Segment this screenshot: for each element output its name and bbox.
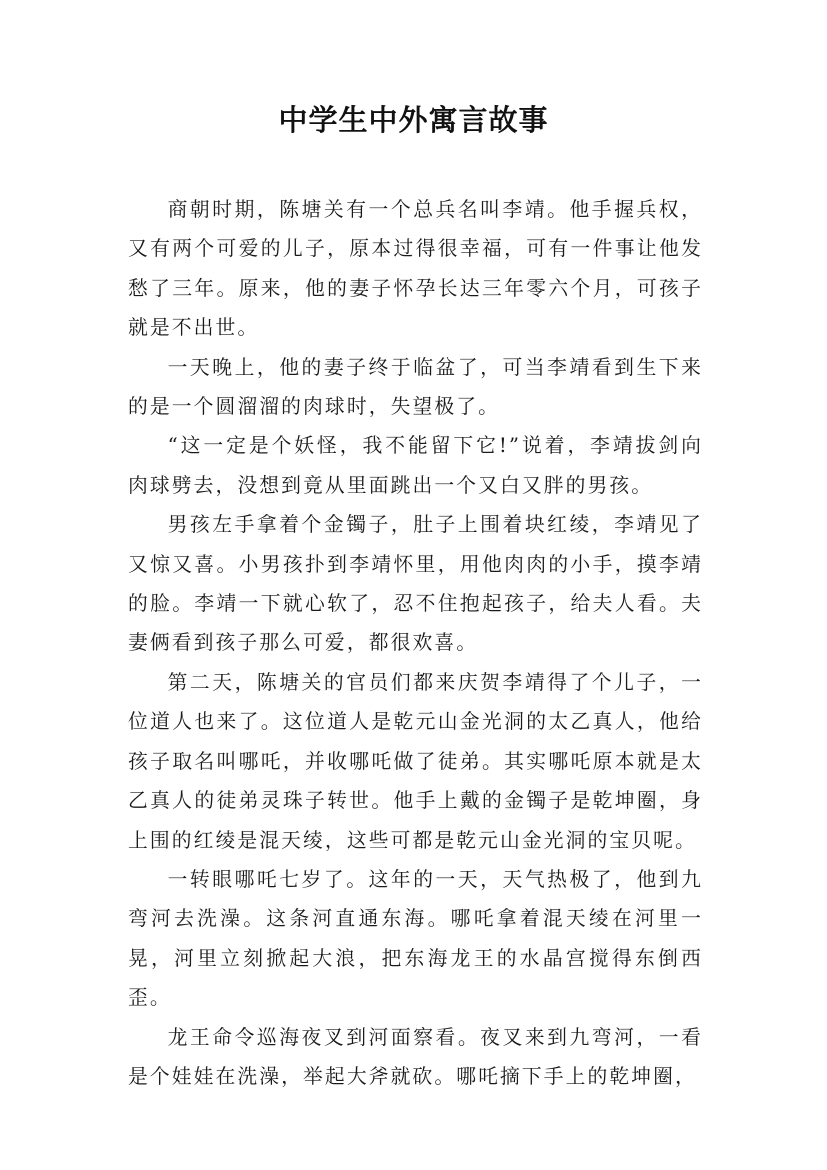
document-title: 中学生中外寓言故事 — [278, 103, 549, 137]
paragraph: 男孩左手拿着个金镯子，肚子上围着块红绫，李靖见了又惊又喜。小男孩扑到李靖怀里，用他肉肉的小手，摸李靖的脸。李靖一下就心软了，忍不住抱起孩子，给夫人看。夫妻俩看到孩子那么可爱，都很欢喜。 — [128, 513, 703, 655]
paragraph: “这一定是个妖怪，我不能留下它!”说着，李靖拔剑向肉球劈去，没想到竟从里面跳出一个又白又胖的男孩。 — [128, 434, 703, 497]
paragraph: 第二天，陈塘关的官员们都来庆贺李靖得了个儿子，一位道人也来了。这位道人是乾元山金光洞的太乙真人，他给孩子取名叫哪吒，并收哪吒做了徒弟。其实哪吒原本就是太乙真人的徒弟灵珠子转世。他手上戴的金镯子是乾坤圈，身上围的红绫是混天绫，这些可都是乾元山金光洞的宝贝呢。 — [128, 670, 703, 852]
paragraph: 一转眼哪吒七岁了。这年的一天，天气热极了，他到九弯河去洗澡。这条河直通东海。哪吒拿着混天绫在河里一晃，河里立刻掀起大浪，把东海龙王的水晶宫搅得东倒西歪。 — [128, 867, 703, 1010]
paragraph: 龙王命令巡海夜叉到河面察看。夜叉来到九弯河，一看是个娃娃在洗澡，举起大斧就砍。哪吒摘下手上的乾坤圈， — [128, 1025, 703, 1088]
document-body — [128, 190, 703, 1096]
paragraph: 一天晚上，他的妻子终于临盆了，可当李靖看到生下来的是一个圆溜溜的肉球时，失望极了。 — [128, 355, 703, 419]
paragraph: 商朝时期，陈塘关有一个总兵名叫李靖。他手握兵权，又有两个可爱的儿子，原本过得很幸福，可有一件事让他发愁了三年。原来，他的妻子怀孕长达三年零六个月，可孩子就是不出世。 — [128, 198, 703, 340]
